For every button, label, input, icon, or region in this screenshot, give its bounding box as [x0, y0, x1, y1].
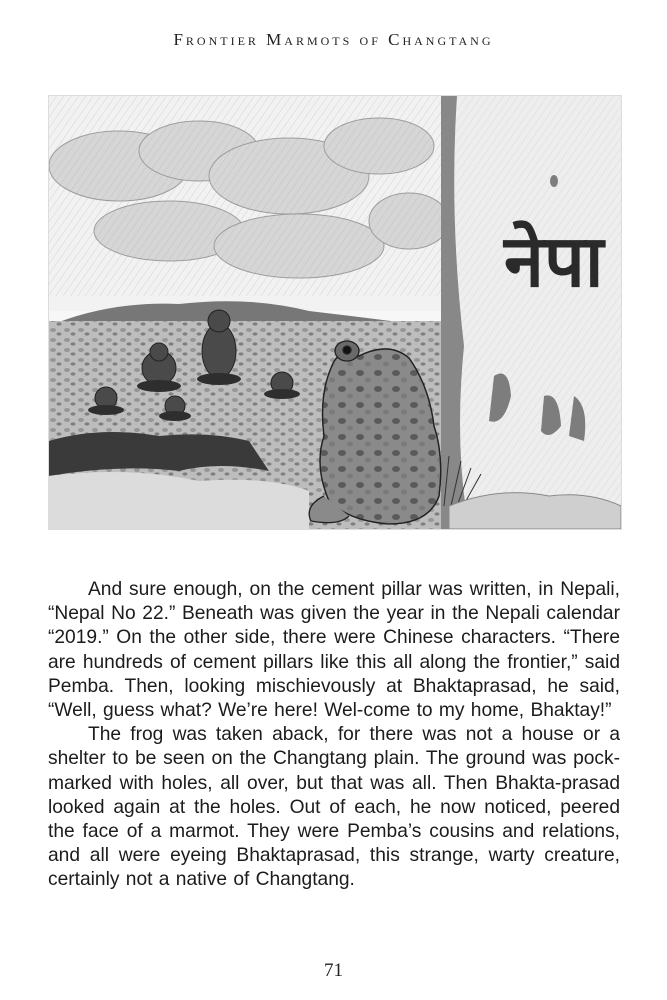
paragraph-1: And sure enough, on the cement pillar was written, in Nepali, “Nepal No 22.” Beneath was given the year in the Nepali calendar “2019.” On the other side, there were Chinese characters. “There are hundreds of cement pillars like this all along the frontier,” said Pemba. Then, looking mischievously at Bhaktaprasad, he said, “Well, guess what? We’re here! Wel-come to my home, Bhaktay!”	[48, 579, 620, 722]
illustration	[48, 95, 622, 530]
base-rocks	[449, 493, 621, 529]
pillar-inscription: नेपा	[504, 219, 604, 303]
paragraph-2: The frog was taken aback, for there was not a house or a shelter to be seen on the Changtang plain. The ground was pock-marked with holes, all over, but that was all. Then Bhakta-prasad looked again at the holes. Out of each, he now noticed, peered the face of a marmot. They were Pemba’s cousins and relations, and all were eyeing Bhaktaprasad, this strange, warty creature, certainly not a native of Changtang.	[48, 724, 620, 891]
page-number: 71	[324, 960, 343, 981]
pencil-drawing	[49, 96, 621, 529]
running-head: Frontier Marmots of Changtang	[173, 30, 494, 49]
story-text	[48, 578, 620, 893]
